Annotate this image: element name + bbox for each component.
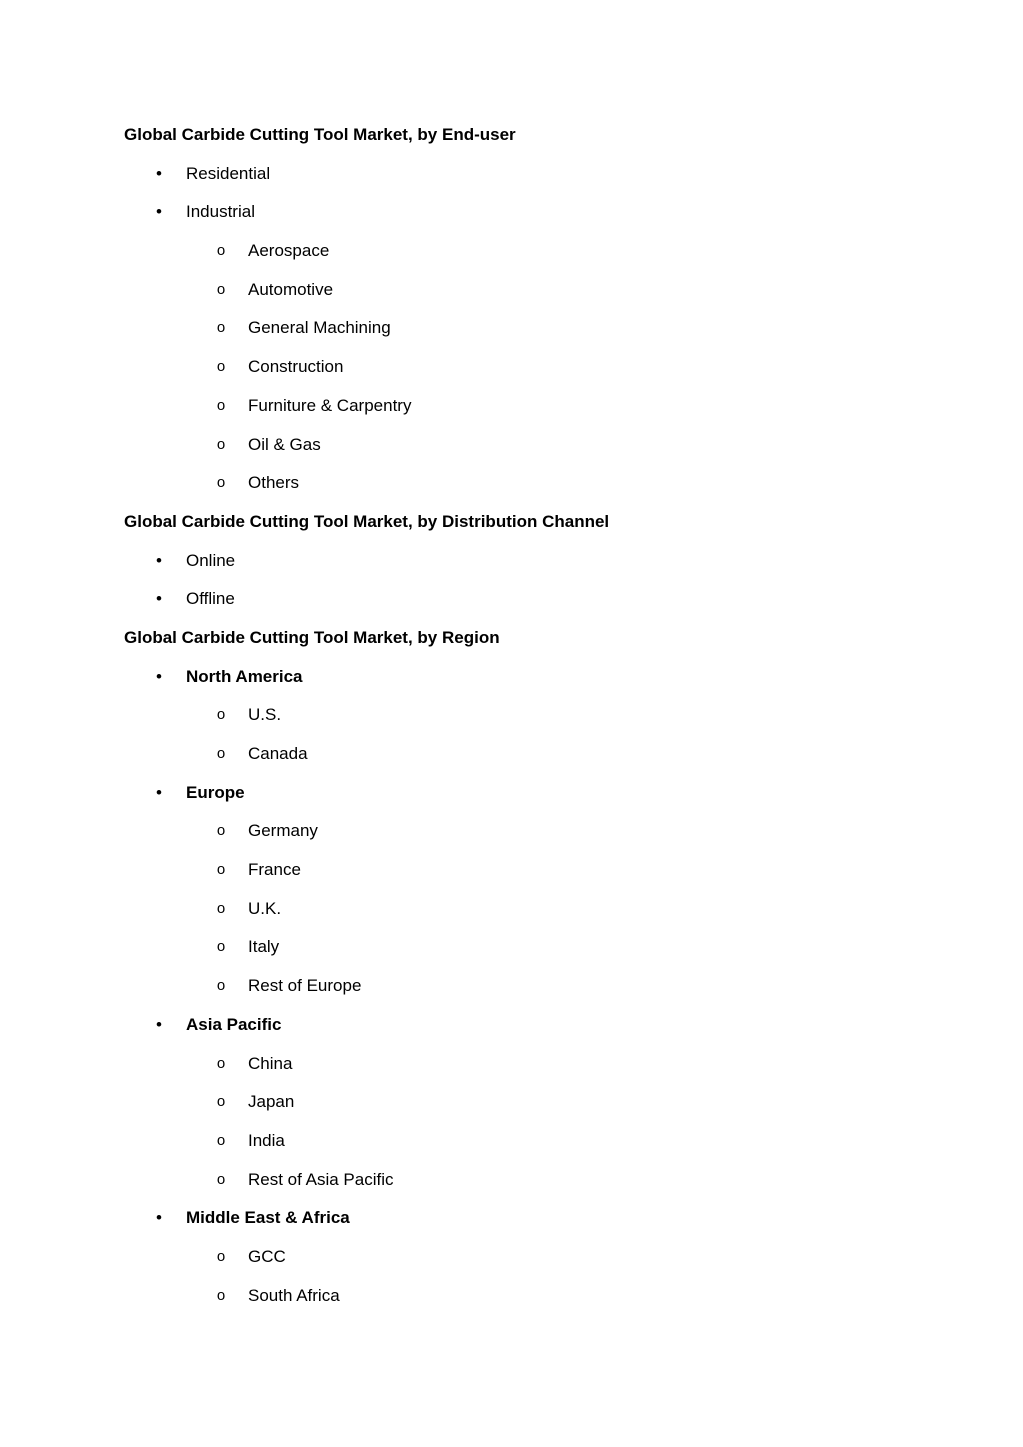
sub-list-item-label: General Machining bbox=[248, 318, 391, 338]
circle-bullet-icon: o bbox=[216, 938, 226, 956]
circle-bullet-icon: o bbox=[216, 1286, 226, 1304]
list-item bbox=[0, 773, 1023, 812]
bullet-icon: • bbox=[156, 1208, 162, 1228]
document-body bbox=[0, 115, 1023, 1314]
circle-bullet-icon: o bbox=[216, 861, 226, 879]
sub-list-item-label: Germany bbox=[248, 821, 318, 841]
sub-list-item-label: Construction bbox=[248, 357, 344, 377]
list-item bbox=[0, 541, 1023, 580]
sub-list-item bbox=[0, 850, 1023, 889]
bullet-icon: • bbox=[156, 782, 162, 802]
sub-list-item-label: U.K. bbox=[248, 898, 282, 918]
sub-list-item-label: Furniture & Carpentry bbox=[248, 395, 412, 415]
sub-list-item-label: South Africa bbox=[248, 1285, 340, 1305]
section-heading: Global Carbide Cutting Tool Market, by End-user bbox=[124, 125, 516, 144]
list-item bbox=[0, 192, 1023, 231]
circle-bullet-icon: o bbox=[216, 396, 226, 414]
sub-list-item-label: Aerospace bbox=[248, 241, 330, 261]
sub-list-item-label: GCC bbox=[248, 1246, 286, 1266]
sub-list-item bbox=[0, 347, 1023, 386]
circle-bullet-icon: o bbox=[216, 358, 226, 376]
section-heading: Global Carbide Cutting Tool Market, by Region bbox=[124, 627, 500, 647]
sub-list-item bbox=[0, 811, 1023, 850]
sub-list-item-label: Canada bbox=[248, 744, 308, 763]
circle-bullet-icon: o bbox=[216, 1247, 226, 1265]
list-item-label: Industrial bbox=[186, 202, 255, 222]
sub-list-item bbox=[0, 1276, 1023, 1315]
circle-bullet-icon: o bbox=[216, 745, 226, 762]
bullet-icon: • bbox=[156, 163, 162, 183]
list-item-label: North America bbox=[186, 666, 303, 686]
sub-list-item-label: Rest of Asia Pacific bbox=[248, 1169, 394, 1189]
bullet-icon: • bbox=[156, 589, 162, 609]
sub-list-item-label: France bbox=[248, 860, 301, 880]
sub-list-item bbox=[0, 966, 1023, 1005]
sub-list-item-label: U.S. bbox=[248, 705, 282, 725]
bullet-icon: • bbox=[156, 1014, 162, 1034]
sub-list-item-label: China bbox=[248, 1053, 293, 1073]
list-item-label: Offline bbox=[186, 589, 235, 609]
sub-list-item bbox=[0, 1237, 1023, 1276]
circle-bullet-icon: o bbox=[216, 319, 226, 337]
list-item bbox=[0, 579, 1023, 618]
sub-list-item bbox=[0, 308, 1023, 347]
list-item-label: Residential bbox=[186, 163, 271, 183]
sub-list-item bbox=[0, 386, 1023, 425]
sub-list-item-label: Rest of Europe bbox=[248, 976, 362, 996]
list-item bbox=[0, 1005, 1023, 1044]
bullet-icon: • bbox=[156, 550, 162, 570]
bullet-icon: • bbox=[156, 202, 162, 222]
list-item-label: Middle East & Africa bbox=[186, 1208, 350, 1228]
circle-bullet-icon: o bbox=[216, 1170, 226, 1188]
circle-bullet-icon: o bbox=[216, 474, 226, 492]
sub-list-item-label: Japan bbox=[248, 1092, 295, 1112]
sub-list-item bbox=[0, 270, 1023, 309]
sub-list-item-label: Oil & Gas bbox=[248, 434, 321, 454]
list-item bbox=[0, 657, 1023, 696]
circle-bullet-icon: o bbox=[216, 1093, 226, 1111]
circle-bullet-icon: o bbox=[216, 706, 226, 724]
list-item-label: Europe bbox=[186, 782, 245, 802]
sub-list-item bbox=[0, 734, 1023, 773]
sub-list-item-label: Automotive bbox=[248, 279, 334, 299]
sub-list-item bbox=[0, 695, 1023, 734]
sub-list-item bbox=[0, 231, 1023, 270]
sub-list-item-label: India bbox=[248, 1130, 285, 1150]
circle-bullet-icon: o bbox=[216, 977, 226, 995]
list-item-label: Online bbox=[186, 550, 236, 570]
bullet-icon: • bbox=[156, 666, 162, 686]
sub-list-item bbox=[0, 425, 1023, 464]
circle-bullet-icon: o bbox=[216, 242, 226, 260]
list-item-label: Asia Pacific bbox=[186, 1014, 282, 1034]
circle-bullet-icon: o bbox=[216, 435, 226, 453]
sub-list-item bbox=[0, 889, 1023, 928]
list-item bbox=[0, 154, 1023, 193]
sub-list-item bbox=[0, 1160, 1023, 1199]
circle-bullet-icon: o bbox=[216, 1131, 226, 1149]
sub-list-item bbox=[0, 927, 1023, 966]
sub-list-item-label: Italy bbox=[248, 937, 280, 957]
list-item bbox=[0, 1198, 1023, 1237]
circle-bullet-icon: o bbox=[216, 822, 226, 840]
section-heading: Global Carbide Cutting Tool Market, by Distribution Channel bbox=[124, 511, 610, 531]
sub-list-item-label: Others bbox=[248, 473, 300, 493]
sub-list-item bbox=[0, 1044, 1023, 1083]
sub-list-item bbox=[0, 1082, 1023, 1121]
circle-bullet-icon: o bbox=[216, 1054, 226, 1072]
sub-list-item bbox=[0, 1121, 1023, 1160]
sub-list-item bbox=[0, 463, 1023, 502]
circle-bullet-icon: o bbox=[216, 280, 226, 298]
circle-bullet-icon: o bbox=[216, 899, 226, 917]
